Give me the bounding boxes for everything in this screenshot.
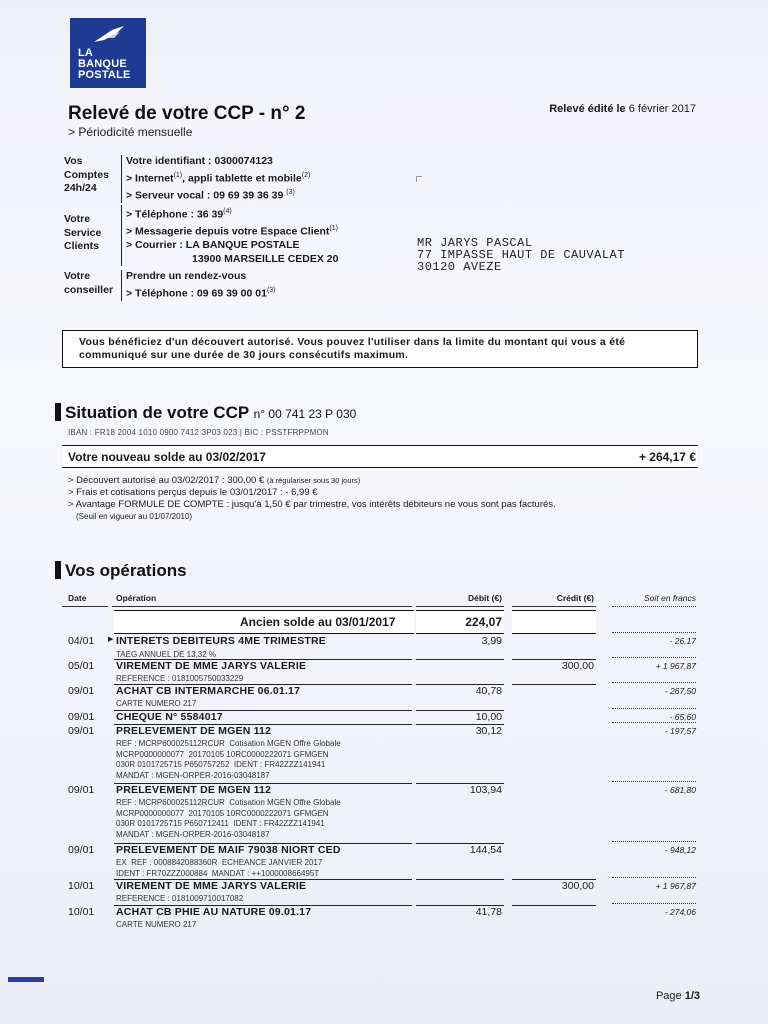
advisor-phone: > Téléphone : 09 69 39 00 01$^{(3)}$ (126, 286, 276, 299)
service-city: 13900 MARSEILLE CEDEX 20 (192, 252, 339, 265)
page-title: Relevé de votre CCP - n° 2 (68, 103, 306, 124)
identifier: Votre identifiant : 0300074123 (126, 155, 273, 167)
operations-heading: Vos opérations (55, 561, 187, 581)
bank-logo (70, 18, 146, 88)
statement-page: LA BANQUE POSTALE Relevé de votre CCP - n° 2 > Périodicité mensuelle Relevé édité le 6 février 2017 Vos Comptes 24h/24 Votre identifiant : 0300074123 > Internet$^{(1)}$, appli tablette et mobile$^{(2)}$ > Serveur vocal : 09 69 39 36 39 $^{(3)}$ Votre Service Clients > Téléphone : 36 $39^{(4)}$ > Messagerie depuis votre Espace Client$^{(1)}$ > Courrier : LA BANQUE POSTALE 13900 MARSEILLE CEDEX 20 Votre conseiller Prendre un rendez-vous > Téléphone : 09 69 39 00 01$^{(3)}$ MR JARYS PASCAL 77 IMPASSE HAUT DE CAUVALAT 30120 AVEZE Vous bénéficiez d'un découvert autorisé. Vous pouvez l'utiliser dans la limite du montant qui vous a été communiqué sur une durée de 30 jours consécutifs maximum. Situation de votre CCP n° 00 741 23 P 030 IBAN : FR18 2004 1010 0900 7412 3P03 023 | BIC : PSSTFRPPMON Votre nouveau solde au 03/02/2017 + 264,17 € > Découvert autorisé au 03/02/2017 : 300,00 € (à régulariser sous 30 jours) > Frais et cotisations perçus depuis le 03/01/2017 : - 6,99 € > Avantage FORMULE DE COMPTE : jusqu'à 1,50 € par trimestre, vos intérêts débiteurs ne vous sont pas facturés. (Seuil en vigueur au 01/07/2010) Vos opérations Date Opération Débit (€) Crédit (€) Soit en francs Ancien solde au 03/01/2017 224,07 04/01 ▶ INTERETS DEBITEURS 4ME TRIMESTRE TAEG ANNUEL DE 13,32 % 3,99 - 26,17 05/01 VIREMENT DE MME JARYS VALERIE REFERENCE : 0181005750033229 300,00 + 1 967,87 09/01 ACHAT CB INTERMARCHE 06.01.17 CARTE NUMERO 217 40,78 - 267,50 09/01 CHEQUE N° 5584017 10,00 - 65,60 09/01 PRELEVEMENT DE MGEN 112 REF : MCRP600025112RCUR Cotisation MGEN Offre Globale MCRP0000000077 20170105 10RC0000222071 GFMGEN 030R 0101725715 P650757252 IDENT : FR42ZZZ141941 MANDAT : MGEN-ORPER-2016-03048187 30,12 - 197,57 09/01 PRELEVEMENT DE MGEN 112 REF : MCRP600025112RCUR Cotisation MGEN Offre Globale MCRP0000000077 20170105 10RC0000222071 GFMGEN 030R 0101725715 P650712411 IDENT : FR42ZZZ141941 MANDAT : MGEN-ORPER-2016-03048187 103,94 - 681,80 09/01 PRELEVEMENT DE MAIF 79038 NIORT CED EX REF : 0008842088360R ECHEANCE JANVIER 2017 IDENT : FR70ZZZ000884 MANDAT : ++100000866495T 144,54 - 948,12 10/01 VIREMENT DE MME JARYS VALERIE REFERENCE : 0181009710017082 300,00 + 1 967,87 10/01 ACHAT CB PHIE AU NATURE 09.01.17 CARTE NUMERO 217 41,78 - 274,06 Page 1/3 (0, 0, 768, 1024)
col-operation: Opération (116, 593, 157, 603)
col-date: Date (68, 593, 87, 603)
edited-label: Relevé édité le (549, 103, 626, 115)
page-number: Page 1/3 (655, 990, 700, 1002)
edited-value: 6 février 2017 (628, 103, 696, 115)
contact-comptes-values (121, 155, 401, 203)
new-balance-label: Votre nouveau solde au 03/02/2017 (68, 450, 266, 464)
periodicity: > Périodicité mensuelle (68, 125, 193, 139)
iban: IBAN : FR18 2004 1010 0900 7412 3P03 023 | BIC : PSSTFRPPMON (68, 428, 329, 437)
situation-notes: > Découvert autorisé au 03/02/2017 : 300,00 € (à régulariser sous 30 jours) > Frais et cotisations perçus depuis le 03/01/2017 : - 6,99 € > Avantage FORMULE DE COMPTE : jusqu'à 1,50 € par trimestre, vos intérêts débiteurs ne vous sont pas facturés. (Seuil en vigueur au 01/07/2010) (68, 475, 556, 521)
old-balance-amount: 224,07 (416, 610, 504, 634)
contact-advisor-label: Votre conseiller (64, 270, 114, 296)
caret-right-icon: ▶ (108, 636, 114, 643)
recipient-address: MR JARYS PASCAL 77 IMPASSE HAUT DE CAUVALAT 30120 AVEZE (417, 236, 625, 274)
service-messaging[interactable]: > Messagerie depuis votre Espace Client$^{(1)}$ (126, 225, 338, 238)
new-balance-amount: + 264,17 € (638, 450, 696, 464)
old-balance-credit (512, 610, 596, 634)
service-mail: > Courrier : LA BANQUE POSTALE (126, 239, 300, 251)
col-francs: Soit en francs (644, 593, 696, 603)
internet-line[interactable]: > Internet$^{(1)}$, appli tablette et mobile$^{(2)}$ (126, 171, 311, 184)
contact-service-values (121, 205, 401, 266)
page-marker (8, 977, 44, 982)
col-credit: Crédit (€) (556, 593, 594, 603)
overdraft-notice: Vous bénéficiez d'un découvert autorisé. Vous pouvez l'utiliser dans la limite du montant qui vous a été communiqué sur une durée de 30 jours consécutifs maximum. (62, 330, 698, 368)
account-number: n° 00 741 23 P 030 (253, 407, 357, 421)
window-corner-mark (416, 176, 422, 182)
situation-heading: Situation de votre CCP n° 00 741 23 P 030 (55, 403, 356, 423)
contact-advisor-values (121, 270, 401, 301)
contact-comptes-label: Vos Comptes 24h/24 (64, 155, 109, 194)
service-phone: > Téléphone : 36 39$^{(4)}$ (126, 208, 232, 221)
voice-server-line: > Serveur vocal : 09 69 39 36 39 $^{(3)}$ (126, 188, 295, 201)
bird-icon (92, 24, 126, 44)
contact-service-label: Votre Service Clients (64, 213, 102, 252)
edited-date (549, 103, 696, 115)
logo-line3: POSTALE (78, 69, 131, 81)
col-debit: Débit (€) (468, 593, 502, 603)
old-balance-label: Ancien solde au 03/01/2017 (114, 610, 414, 634)
advisor-appointment[interactable]: Prendre un rendez-vous (126, 270, 247, 282)
new-balance-row (62, 445, 698, 468)
logo-line2: BANQUE (78, 58, 127, 70)
logo-line1: LA (78, 47, 94, 59)
